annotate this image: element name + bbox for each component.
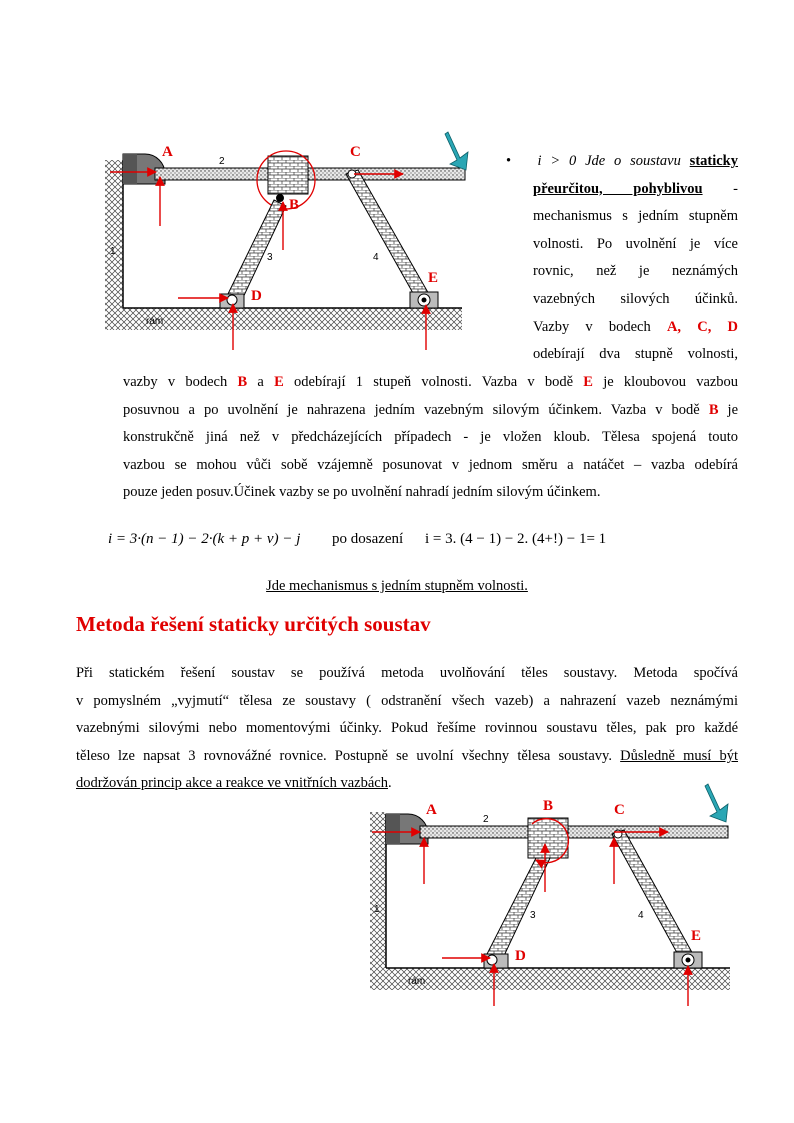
para1-line8: odebírají dva stupně volnosti,	[533, 346, 738, 363]
mechanism-figure-1	[100, 130, 475, 355]
body-2-label-2: 2	[483, 814, 489, 825]
frame-label-2: rám	[408, 976, 426, 987]
para1-line5: rovnic, než je neznámých	[533, 263, 738, 280]
para1-line9: vazby v bodech B a E odebírají 1 stupeň volnosti. Vazba v bodě E je kloubovou vazbou	[123, 374, 739, 390]
para1-line1: • i > 0 Jde o soustavu staticky	[506, 153, 739, 169]
point-d-label: D	[251, 288, 262, 304]
body-3-label: 3	[267, 252, 273, 263]
point-a-label: A	[162, 144, 173, 160]
body-4-label: 4	[373, 252, 379, 263]
para2-line3: vazebnými silovými nebo momentovými účinky. Pokud řešíme rovinnou soustavu těles, pak pro každé	[76, 720, 738, 737]
para1-line13: pouze jeden posuv.Účinek vazby se po uvolnění nahradí jedním silovým účinkem.	[123, 484, 601, 501]
formula-general: i = 3·(n − 1) − 2·(k + p + v) − j	[108, 531, 301, 547]
point-c-label-2: C	[614, 802, 625, 818]
para2-line4: těleso lze napsat 3 rovnovážné rovnice. Postupně se uvolní všechny tělesa soustavy. Důsledně musí být	[76, 747, 739, 764]
mechanism-figure-2	[368, 780, 738, 1010]
point-b-label-2: B	[543, 798, 554, 814]
frame-label: rám	[146, 316, 164, 327]
para1-line3: mechanismus s jedním stupněm	[533, 208, 738, 225]
point-b-label: B	[289, 197, 300, 213]
body-1-label: 1	[110, 246, 116, 257]
para1-line11: konstrukčně jiná než v předcházejících případech - je vložen kloub. Tělesa spojená touto	[123, 429, 738, 446]
body-1-label-2: 1	[374, 904, 380, 915]
paragraph-1-full-width	[123, 369, 738, 507]
point-c-label: C	[350, 144, 361, 160]
para1-line10: posuvnou a po uvolnění je nahrazena jedním vazebným silovým účinkem. Vazba v bodě B je	[123, 401, 739, 418]
paragraph-2	[76, 660, 738, 798]
para2-line2: v pomyslném „vyjmutí“ tělesa ze soustavy ( odstranění všech vazeb) a nahrazení vazeb neznámými	[76, 692, 738, 709]
para1-line2: přeurčitou, pohyblivou -	[533, 180, 739, 197]
paragraph-1-right-column	[506, 148, 738, 369]
point-a-label-2: A	[426, 802, 437, 818]
para1-line7: Vazby v bodech A, C, D	[533, 318, 739, 335]
body-3-label-2: 3	[530, 910, 536, 921]
formula-after-label: po dosazení	[332, 531, 404, 547]
body-4-label-2: 4	[638, 910, 644, 921]
body-2-label: 2	[219, 156, 225, 167]
point-d-label-2: D	[515, 948, 526, 964]
point-e-label: E	[428, 270, 439, 286]
formula-substituted: i = 3. (4 − 1) − 2. (4+!) − 1= 1	[425, 531, 607, 547]
point-e-label-2: E	[691, 928, 702, 944]
para1-line12: vazbou se mohou vůči sobě vzájemně posunovat v jednom směru a natáčet – vazba odebírá	[123, 456, 738, 473]
section-heading: Metoda řešení staticky určitých soustav	[76, 612, 431, 636]
para1-line4: volnosti. Po uvolnění je více	[533, 235, 738, 252]
para1-line6: vazebných silových účinků.	[533, 290, 738, 307]
para2-line5: dodržován princip akce a reakce ve vnitřních vazbách.	[76, 775, 392, 792]
conclusion: Jde mechanismus s jedním stupněm volnosti.	[266, 578, 528, 594]
para2-line1: Při statickém řešení soustav se používá metoda uvolňování těles soustavy. Metoda spočívá	[76, 665, 738, 681]
